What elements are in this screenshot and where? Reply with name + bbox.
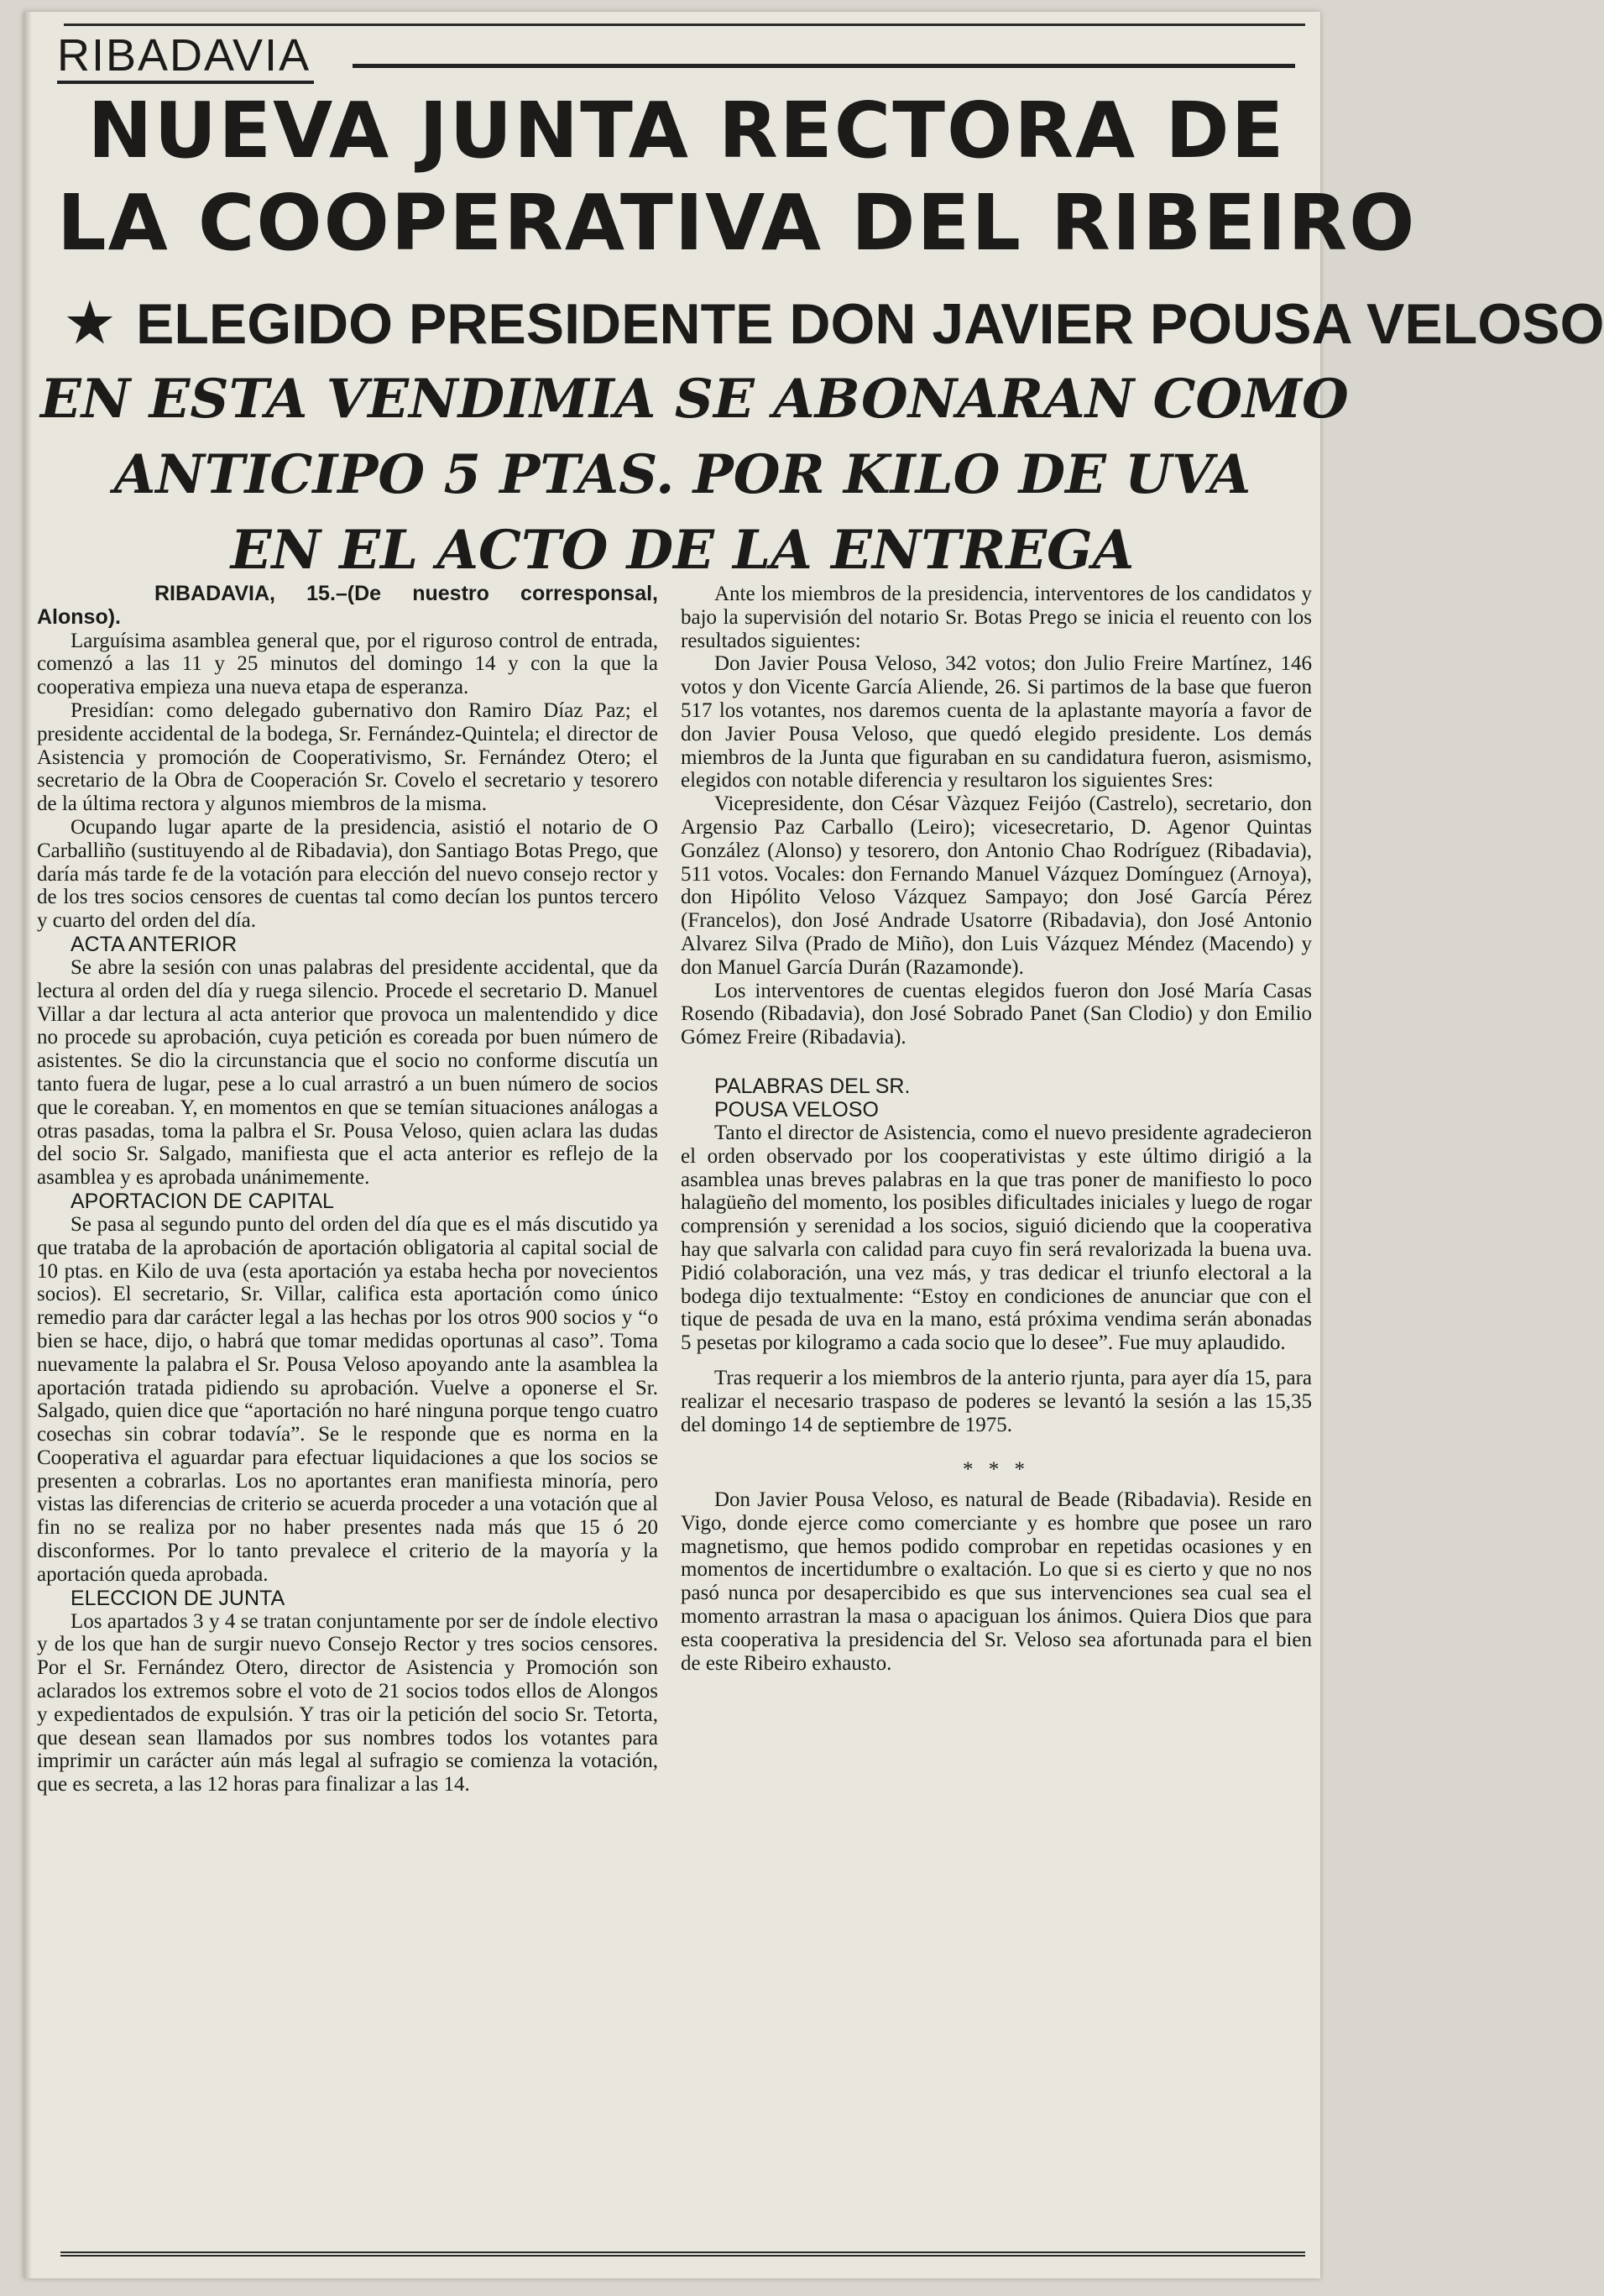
section-label: RIBADAVIA (57, 30, 314, 84)
section-separator: * * * (963, 1458, 1030, 1482)
subtitle-palabras-line-2: POUSA VELOSO (714, 1097, 879, 1122)
bottom-rule (60, 2252, 1305, 2260)
headline-line-1: NUEVA JUNTA RECTORA DE (87, 86, 1286, 175)
section-rule (353, 64, 1295, 68)
paragraph: Se pasa al segundo punto del orden del día que es el más discutido ya que trataba de la aprobación de aportación obligatoria al capital social de 10 ptas. en Kilo de uva (esta aportación ya estaba hecha por novecientos socios). El secretario, Sr. Villar, califica esta aportación como único remedio para dar carácter legal a las hechas por los otros 900 socios y “o bien se hace, dijo, o habrá que tomar medidas oportunas al caso”. Toma nuevamente la palabra el Sr. Pousa Veloso apoyando ante la asamblea la aportación tratada pidiendo su aprobación. Vuelve a oponerse el Sr. Salgado, quien dice que “aportación no haré ninguna porque tengo cuatro cosechas sin cobrar todavía”. Se le responde que es norma en la Cooperativa el aguardar para efectuar liquidaciones a que los socios se presenten a cobrarlas. Los no aportantes eran manifiesta minoría, pero vistas las diferencias de criterio se acuerda proceder a una votación que al fin no se realiza por no haber presentes nada más que 15 ó 20 disconformes. Por lo tanto prevalece el criterio de la mayoría y la aportación queda aprobada. (37, 1212, 658, 1586)
paragraph: Los interventores de cuentas elegidos fueron don José María Casas Rosendo (Ribadavia), don José Sobrado Panet (San Clodio) y don Emilio Gómez Freire (Ribadavia). (681, 979, 1312, 1049)
paragraph: Presidían: como delegado gubernativo don Ramiro Díaz Paz; el presidente accidental de la bodega, Sr. Fernández-Quintela; el director de Asistencia y promoción de Cooperativismo, Sr. Fernández Otero; el secretario de la Obra de Cooperación Sr. Covelo el secretario y tesorero de la última rectora y algunos miembros de la misma. (37, 698, 658, 816)
star-icon (65, 298, 114, 347)
newspaper-clipping (24, 12, 1604, 2278)
dateline: RIBADAVIA, 15.–(De nuestro corresponsal, Alonso). (37, 582, 658, 629)
paragraph: Los apartados 3 y 4 se tratan conjuntamente por ser de índole electivo y de los que han de surgir nuevo Consejo Rector y tres socios censores. Por el Sr. Fernández Otero, director de Asistencia y Promoción son aclarados los extremos sobre el voto de 21 socios todos ellos de Alongos y expedientados de expulsión. Y tras oir la petición del socio Sr. Tetorta, que desean sean llamados por sus nombres todos los votantes para imprimir un carácter aún más legal al sufragio se comienza la votación, que es secreta, a las 12 horas para finalizar a las 14. (37, 1609, 658, 1797)
paragraph: Tanto el director de Asistencia, como el nuevo presidente agradecieron el orden observado por los cooperativistas y este último dirigió a la asamblea unas breves palabras en la que tras poner de manifiesto lo poco halagüeño del momento, los posibles dificultades iniciales y luego de rogar comprensión y serenidad a los socios, siguió diciendo que la cooperativa hay que salvarla con calidad para cuyo fin será revalorizada la buena uva. Pidió colaboración, una vez más, y tras dedicar el triunfo electoral a la bodega dijo textualmente: “Estoy en condiciones de anunciar que con el tique de pesada de uva en la mano, está próxima vendima serán abonadas 5 pesetas por kilogramo a cada socio que lo desee”. Fue muy aplaudido. (681, 1121, 1312, 1355)
paragraph: Ocupando lugar aparte de la presidencia, asistió el notario de O Carballiño (sustituyendo al de Ribadavia), don Santiago Botas Prego, que daría más tarde fe de la votación para elección del nuevo consejo rector y de los tres socios censores de cuentas tal como decían los puntos tercero y cuarto del orden del día. (37, 815, 658, 933)
section-header (57, 30, 1305, 81)
subtitle-acta-anterior: ACTA ANTERIOR (71, 932, 238, 956)
subtitle-palabras-line-1: PALABRAS DEL SR. (714, 1074, 911, 1098)
paragraph: Don Javier Pousa Veloso, 342 votos; don Julio Freire Martínez, 146 votos y don Vicente García Aliende, 26. Si partimos de la base que fueron 517 los votantes, nos daremos cuenta de la aplastante mayoría a favor de don Javier Pousa Veloso, que quedó elegido presidente. Los demás miembros de la Junta que figuraban en su candidatura fueron, asismismo, elegidos con notable diferencia y resultaron los siguientes Sres: (681, 652, 1312, 792)
paragraph: Vicepresidente, don César Vàzquez Feijóo (Castrelo), secretario, don Argensio Paz Carballo (Leiro); vicesecretario, D. Agenor Quintas González (Alonso) y tesorero, don Antonio Chao Rodríguez (Ribadavia), 511 votos. Vocales: don Fernando Manuel Vázquez Domínguez (Arnoya), don Hipólito Veloso Vázquez Sampayo; don José García Pérez (Francelos), don José Andrade Usatorre (Ribadavia), don José Antonio Alvarez Silva (Prado de Miño), don Luis Vázquez Méndez (Macendo) y don Manuel García Durán (Razamonde). (681, 792, 1312, 979)
deck-line-3: EN EL ACTO DE LA ENTREGA (230, 519, 1135, 582)
article-column-left (37, 583, 658, 1797)
subheadline (65, 289, 1604, 359)
paragraph: Ante los miembros de la presidencia, interventores de los candidatos y bajo la supervisión del notario Sr. Botas Prego se inicia el reuento con los resultados siguientes: (681, 583, 1312, 652)
paragraph: Don Javier Pousa Veloso, es natural de Beade (Ribadavia). Reside en Vigo, donde ejerce como comerciante y es hombre que posee un raro magnetismo, que hemos podido comprobar en repetidas ocasiones y en momentos de incertidumbre o exaltación. Lo que si es cierto y que no nos pasó nunca por desapercibido es que sus intervenciones sea cual sea el momento arrastran la masa o apaciguan los ánimos. Quiera Dios que para esta cooperativa la presidencia del Sr. Veloso sea afortunada para el bien de este Ribeiro exhausto. (681, 1488, 1312, 1675)
article-column-right (681, 583, 1312, 1675)
headline-line-2: LA COOPERATIVA DEL RIBEIRO (57, 178, 1417, 268)
paragraph: Se abre la sesión con unas palabras del presidente accidental, que da lectura al orden del día y ruega silencio. Procede el secretario D. Manuel Villar a dar lectura al acta anterior que provoca un malentendido y dice no procede su aprobación, cuya petición es coreada por buen número de asistentes. Se dio la circunstancia que el socio no conforme discutía un tanto fuera de lugar, pese a lo cual arrastró a un buen número de socios que le coreaban. Y, en momentos en que se temían situaciones análogas a otras pasadas, toma la palbra el Sr. Pousa Veloso, quien aclara las dudas del socio Sr. Salgado, manifiesta que el acta anterior es reflejo de la asamblea y es aprobada unánimemente. (37, 955, 658, 1190)
subtitle-eleccion-junta: ELECCION DE JUNTA (71, 1586, 285, 1610)
top-rule (64, 24, 1305, 26)
deck-line-2: ANTICIPO 5 PTAS. POR KILO DE UVA (113, 443, 1251, 506)
paragraph: Tras requerir a los miembros de la anterio rjunta, para ayer día 15, para realizar el necesario traspaso de poderes se levantó la sesión a las 15,35 del domingo 14 de septiembre de 1975. (681, 1366, 1312, 1436)
paragraph: Larguísima asamblea general que, por el riguroso control de entrada, comenzó a las 11 y 25 minutos del domingo 14 y con la que la cooperativa empieza una nueva etapa de esperanza. (37, 629, 658, 699)
subtitle-aportacion-capital: APORTACION DE CAPITAL (71, 1189, 334, 1213)
deck-line-1: EN ESTA VENDIMIA SE ABONARAN COMO (40, 368, 1349, 431)
subheadline-text: ELEGIDO PRESIDENTE DON JAVIER POUSA VELOSO (136, 292, 1604, 356)
page-edge-shadow (24, 12, 32, 2278)
